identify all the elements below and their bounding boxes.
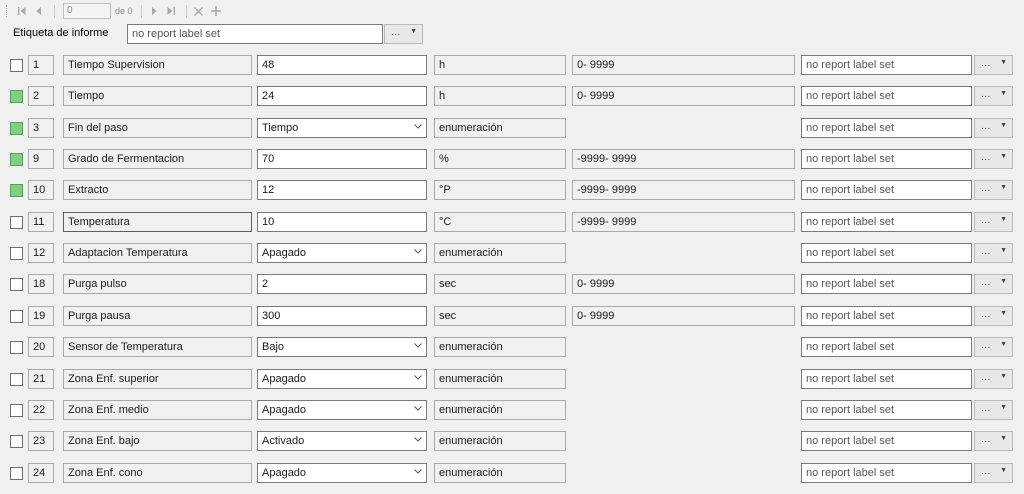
- parameter-range: -9999- 9999: [572, 212, 795, 232]
- delete-icon[interactable]: [192, 4, 206, 18]
- parameter-unit: enumeración: [434, 369, 566, 389]
- dots-icon: ...: [391, 27, 401, 38]
- parameter-value-input[interactable]: 12: [257, 180, 427, 200]
- parameter-unit: enumeración: [434, 431, 566, 451]
- chevron-down-icon: [414, 435, 422, 443]
- chevron-down-icon: [414, 341, 422, 349]
- report-label-dropdown-button[interactable]: [974, 118, 1013, 138]
- parameter-range: 0- 9999: [572, 306, 795, 326]
- row-id: 23: [28, 431, 54, 451]
- dropdown-arrow-icon: ▼: [1000, 341, 1007, 348]
- dropdown-arrow-icon: ▼: [1000, 184, 1007, 191]
- parameter-value-input[interactable]: 10: [257, 212, 427, 232]
- report-label-field[interactable]: no report label set: [801, 180, 972, 200]
- parameter-name[interactable]: Zona Enf. medio: [63, 400, 252, 420]
- row-checkbox[interactable]: [10, 310, 23, 323]
- dropdown-arrow-icon: ▼: [410, 28, 417, 35]
- report-label-dropdown-button[interactable]: [974, 400, 1013, 420]
- toolbar-separator: [141, 5, 142, 18]
- row-id: 9: [28, 149, 54, 169]
- report-label-title: Etiqueta de informe: [13, 27, 109, 39]
- parameter-range: -9999- 9999: [572, 149, 795, 169]
- report-label-field[interactable]: no report label set: [801, 212, 972, 232]
- dropdown-arrow-icon: ▼: [1000, 59, 1007, 66]
- report-label-field[interactable]: no report label set: [801, 431, 972, 451]
- parameter-value-select[interactable]: [257, 431, 427, 451]
- toolbar-separator: [186, 5, 187, 18]
- row-checkbox[interactable]: [10, 373, 23, 386]
- report-label-bar: [0, 24, 1024, 44]
- row-id: 10: [28, 180, 54, 200]
- report-label-field[interactable]: no report label set: [801, 149, 972, 169]
- row-id: 2: [28, 86, 54, 106]
- parameter-name[interactable]: Zona Enf. cono: [63, 463, 252, 483]
- parameter-name[interactable]: Fin del paso: [63, 118, 252, 138]
- report-label-field[interactable]: no report label set: [801, 337, 972, 357]
- dots-icon: ...: [981, 309, 991, 320]
- row-id: 24: [28, 463, 54, 483]
- parameter-row: [0, 463, 1024, 483]
- row-id: 22: [28, 400, 54, 420]
- row-id: 21: [28, 369, 54, 389]
- dropdown-arrow-icon: ▼: [1000, 435, 1007, 442]
- parameter-name[interactable]: Purga pulso: [63, 274, 252, 294]
- report-label-dropdown-button[interactable]: [974, 55, 1013, 75]
- report-label-field[interactable]: no report label set: [801, 274, 972, 294]
- parameter-unit: enumeración: [434, 243, 566, 263]
- parameter-value-input[interactable]: 2: [257, 274, 427, 294]
- report-label-field[interactable]: no report label set: [801, 463, 972, 483]
- parameter-unit: enumeración: [434, 400, 566, 420]
- selected-value: Tiempo: [262, 122, 299, 134]
- record-position-input[interactable]: 0: [63, 3, 111, 19]
- parameter-value-select[interactable]: [257, 463, 427, 483]
- report-label-dropdown-button[interactable]: [974, 337, 1013, 357]
- dots-icon: ...: [981, 121, 991, 132]
- parameter-value-select[interactable]: [257, 118, 427, 138]
- parameter-value-select[interactable]: [257, 243, 427, 263]
- parameter-value-select[interactable]: [257, 369, 427, 389]
- report-label-dropdown-button[interactable]: [384, 24, 423, 44]
- parameter-range: 0- 9999: [572, 86, 795, 106]
- selected-value: Apagado: [262, 247, 307, 259]
- chevron-down-icon: [414, 247, 422, 255]
- dots-icon: ...: [981, 215, 991, 226]
- parameter-row: [0, 180, 1024, 200]
- parameter-row: [0, 86, 1024, 106]
- dropdown-arrow-icon: ▼: [1000, 278, 1007, 285]
- report-label-dropdown-button[interactable]: [974, 180, 1013, 200]
- row-id: 3: [28, 118, 54, 138]
- parameter-range: -9999- 9999: [572, 180, 795, 200]
- dropdown-arrow-icon: ▼: [1000, 90, 1007, 97]
- report-label-dropdown-button[interactable]: [974, 212, 1013, 232]
- parameter-unit: enumeración: [434, 463, 566, 483]
- report-label-dropdown-button[interactable]: [974, 274, 1013, 294]
- first-record-icon[interactable]: [15, 4, 29, 18]
- parameter-name[interactable]: Zona Enf. bajo: [63, 431, 252, 451]
- parameter-name[interactable]: Temperatura: [63, 212, 252, 232]
- chevron-down-icon: [414, 467, 422, 475]
- parameter-value-input[interactable]: 70: [257, 149, 427, 169]
- report-label-field[interactable]: no report label set: [801, 243, 972, 263]
- report-label-dropdown-button[interactable]: [974, 431, 1013, 451]
- row-checkbox[interactable]: [10, 216, 23, 229]
- parameter-unit: h: [434, 86, 566, 106]
- parameter-name[interactable]: Tiempo: [63, 86, 252, 106]
- parameter-name[interactable]: Purga pausa: [63, 306, 252, 326]
- parameter-row: [0, 306, 1024, 326]
- dropdown-arrow-icon: ▼: [1000, 467, 1007, 474]
- dropdown-arrow-icon: ▼: [1000, 153, 1007, 160]
- row-id: 12: [28, 243, 54, 263]
- row-checkbox[interactable]: [10, 90, 23, 103]
- dots-icon: ...: [981, 58, 991, 69]
- dots-icon: ...: [981, 434, 991, 445]
- toolbar-grip[interactable]: [6, 5, 9, 17]
- parameter-name[interactable]: Adaptacion Temperatura: [63, 243, 252, 263]
- parameter-value-input[interactable]: 48: [257, 55, 427, 75]
- add-icon[interactable]: [209, 4, 223, 18]
- parameter-row: [0, 212, 1024, 232]
- dots-icon: ...: [981, 152, 991, 163]
- parameter-unit: enumeración: [434, 118, 566, 138]
- selected-value: Activado: [262, 435, 305, 447]
- selected-value: Apagado: [262, 404, 307, 416]
- row-checkbox[interactable]: [10, 122, 23, 135]
- report-label-field[interactable]: no report label set: [801, 400, 972, 420]
- chevron-down-icon: [414, 122, 422, 130]
- row-checkbox[interactable]: [10, 59, 23, 72]
- report-label-field[interactable]: no report label set: [801, 306, 972, 326]
- record-navigator: [0, 0, 1024, 22]
- dropdown-arrow-icon: ▼: [1000, 122, 1007, 129]
- previous-record-icon[interactable]: [32, 4, 46, 18]
- report-label-field[interactable]: no report label set: [801, 86, 972, 106]
- parameter-range: 0- 9999: [572, 274, 795, 294]
- dropdown-arrow-icon: ▼: [1000, 216, 1007, 223]
- dropdown-arrow-icon: ▼: [1000, 404, 1007, 411]
- parameter-unit: °P: [434, 180, 566, 200]
- report-label-field[interactable]: no report label set: [801, 118, 972, 138]
- dots-icon: ...: [981, 340, 991, 351]
- parameter-row: [0, 431, 1024, 451]
- parameter-name[interactable]: Tiempo Supervision: [63, 55, 252, 75]
- row-checkbox[interactable]: [10, 341, 23, 354]
- dropdown-arrow-icon: ▼: [1000, 310, 1007, 317]
- report-label-field[interactable]: no report label set: [801, 55, 972, 75]
- row-checkbox[interactable]: [10, 435, 23, 448]
- row-id: 1: [28, 55, 54, 75]
- row-id: 11: [28, 212, 54, 232]
- parameter-row: [0, 149, 1024, 169]
- parameter-value-input[interactable]: 24: [257, 86, 427, 106]
- parameter-unit: °C: [434, 212, 566, 232]
- parameter-value-select[interactable]: [257, 337, 427, 357]
- toolbar-separator: [54, 5, 55, 18]
- parameter-row: [0, 337, 1024, 357]
- parameter-value-input[interactable]: 300: [257, 306, 427, 326]
- dots-icon: ...: [981, 466, 991, 477]
- dots-icon: ...: [981, 183, 991, 194]
- chevron-down-icon: [414, 373, 422, 381]
- report-label-field[interactable]: no report label set: [127, 24, 383, 44]
- row-checkbox[interactable]: [10, 467, 23, 480]
- dots-icon: ...: [981, 372, 991, 383]
- parameter-name[interactable]: Sensor de Temperatura: [63, 337, 252, 357]
- parameter-name[interactable]: Extracto: [63, 180, 252, 200]
- report-label-dropdown-button[interactable]: [974, 149, 1013, 169]
- dots-icon: ...: [981, 403, 991, 414]
- row-checkbox[interactable]: [10, 404, 23, 417]
- dropdown-arrow-icon: ▼: [1000, 247, 1007, 254]
- parameter-unit: enumeración: [434, 337, 566, 357]
- dropdown-arrow-icon: ▼: [1000, 373, 1007, 380]
- parameter-row: [0, 243, 1024, 263]
- parameter-row: [0, 55, 1024, 75]
- report-label-dropdown-button[interactable]: [974, 306, 1013, 326]
- row-checkbox[interactable]: [10, 278, 23, 291]
- next-record-icon[interactable]: [147, 4, 161, 18]
- row-checkbox[interactable]: [10, 184, 23, 197]
- report-label-field[interactable]: no report label set: [801, 369, 972, 389]
- last-record-icon[interactable]: [164, 4, 178, 18]
- selected-value: Bajo: [262, 341, 285, 353]
- selected-value: Apagado: [262, 467, 307, 479]
- parameter-unit: h: [434, 55, 566, 75]
- row-id: 20: [28, 337, 54, 357]
- report-label-dropdown-button[interactable]: [974, 463, 1013, 483]
- row-id: 19: [28, 306, 54, 326]
- parameter-row: [0, 400, 1024, 420]
- dots-icon: ...: [981, 277, 991, 288]
- dots-icon: ...: [981, 246, 991, 257]
- parameter-name[interactable]: Zona Enf. superior: [63, 369, 252, 389]
- row-checkbox[interactable]: [10, 153, 23, 166]
- report-label-dropdown-button[interactable]: [974, 86, 1013, 106]
- record-count-label: de 0: [115, 6, 133, 16]
- parameter-range: 0- 9999: [572, 55, 795, 75]
- report-label-dropdown-button[interactable]: [974, 243, 1013, 263]
- row-checkbox[interactable]: [10, 247, 23, 260]
- chevron-down-icon: [414, 404, 422, 412]
- parameter-row: [0, 369, 1024, 389]
- parameter-name[interactable]: Grado de Fermentacion: [63, 149, 252, 169]
- parameter-unit: sec: [434, 274, 566, 294]
- parameter-unit: %: [434, 149, 566, 169]
- dots-icon: ...: [981, 89, 991, 100]
- parameter-row: [0, 118, 1024, 138]
- parameter-value-select[interactable]: [257, 400, 427, 420]
- parameter-row: [0, 274, 1024, 294]
- row-id: 18: [28, 274, 54, 294]
- report-label-dropdown-button[interactable]: [974, 369, 1013, 389]
- selected-value: Apagado: [262, 373, 307, 385]
- parameter-unit: sec: [434, 306, 566, 326]
